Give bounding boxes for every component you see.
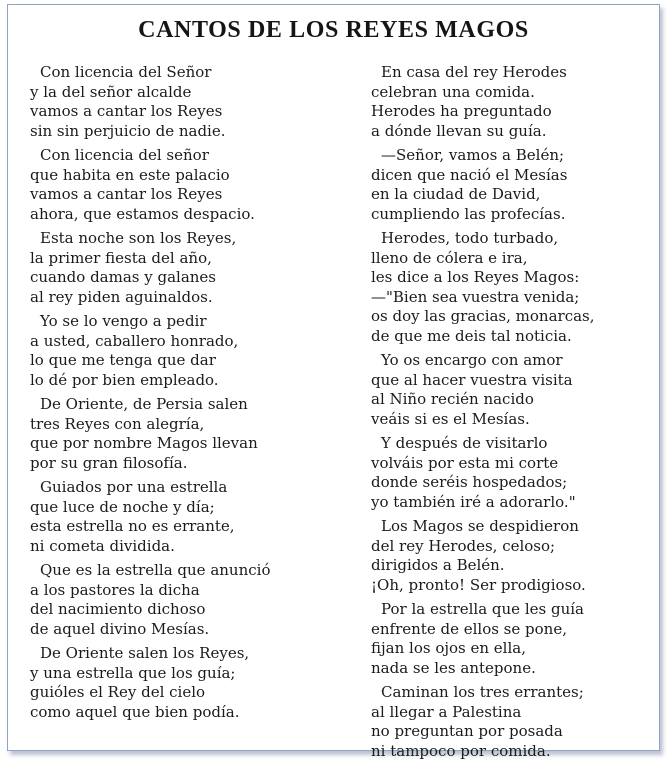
verse-line: al Niño recién nacido xyxy=(371,390,534,408)
stanza xyxy=(371,434,655,512)
verse-line: volváis por esta mi corte xyxy=(371,453,559,472)
stanza xyxy=(371,517,655,595)
verse-line: Yo se lo vengo a pedir xyxy=(40,312,207,330)
stanza xyxy=(30,63,350,141)
verse-line: del rey Herodes, celoso; xyxy=(371,536,556,555)
verse-line: a usted, caballero honrado, xyxy=(30,331,239,350)
verse-line: a dónde llevan su guía. xyxy=(371,121,547,140)
verse-line: esta estrella no es errante, xyxy=(30,517,235,535)
verse-line: Guiados por una estrella xyxy=(40,478,228,496)
verse-line: la primer fiesta del año, xyxy=(30,248,212,267)
verse-line: no preguntan por posada xyxy=(371,722,563,740)
verse-line: al rey piden aguinaldos. xyxy=(30,287,213,306)
right-column xyxy=(371,63,655,766)
verse-line: veáis si es el Mesías. xyxy=(371,409,530,428)
verse-line: y una estrella que los guía; xyxy=(30,663,236,682)
verse-line: lleno de cólera e ira, xyxy=(371,248,528,267)
verse-line: dicen que nació el Mesías xyxy=(371,165,568,184)
verse-line: celebran una comida. xyxy=(371,82,535,101)
verse-line: Que es la estrella que anunció xyxy=(40,561,271,579)
left-column xyxy=(30,63,350,727)
verse-line: del nacimiento dichoso xyxy=(30,600,206,618)
verse-line: Y después de visitarlo xyxy=(381,434,548,452)
verse-line: fijan los ojos en ella, xyxy=(371,639,526,657)
verse-line: que por nombre Magos llevan xyxy=(30,434,258,452)
stanza xyxy=(30,561,350,639)
stanza xyxy=(371,600,655,678)
verse-line: como aquel que bien podía. xyxy=(30,702,240,721)
verse-line: De Oriente, de Persia salen xyxy=(40,395,248,413)
verse-line: De Oriente salen los Reyes, xyxy=(40,644,250,662)
verse-line: Con licencia del Señor xyxy=(40,63,212,81)
stanza xyxy=(371,63,655,141)
verse-line: enfrente de ellos se pone, xyxy=(371,619,567,638)
verse-line: Con licencia del señor xyxy=(40,146,209,164)
verse-line: les dice a los Reyes Magos: xyxy=(371,268,580,286)
stanza xyxy=(30,478,350,556)
stanza xyxy=(30,229,350,307)
page-title: CANTOS DE LOS REYES MAGOS xyxy=(138,17,529,43)
verse-line: ¡Oh, pronto! Ser prodigioso. xyxy=(371,575,586,594)
verse-line: que luce de noche y día; xyxy=(30,497,215,516)
verse-line: donde seréis hospedados; xyxy=(371,473,568,491)
verse-line: vamos a cantar los Reyes xyxy=(30,185,223,203)
verse-line: al llegar a Palestina xyxy=(371,702,522,721)
verse-line: yo también iré a adorarlo." xyxy=(371,492,576,511)
verse-line: que al hacer vuestra visita xyxy=(371,370,573,389)
verse-line: dirigidos a Belén. xyxy=(371,556,505,574)
verse-line: cuando damas y galanes xyxy=(30,268,217,286)
verse-line: tres Reyes con alegría, xyxy=(30,414,205,433)
verse-line: a los pastores la dicha xyxy=(30,580,200,599)
verse-line: —Señor, vamos a Belén; xyxy=(381,146,565,164)
stanza xyxy=(371,351,655,429)
stanza xyxy=(371,146,655,224)
verse-line: Por la estrella que les guía xyxy=(381,600,584,618)
verse-line: Caminan los tres errantes; xyxy=(381,683,584,701)
stanza xyxy=(371,229,655,346)
stanza xyxy=(30,146,350,224)
verse-line: en la ciudad de David, xyxy=(371,185,541,203)
verse-line: que habita en este palacio xyxy=(30,165,230,184)
verse-line: Yo os encargo con amor xyxy=(381,351,563,369)
verse-line: nada se les antepone. xyxy=(371,658,536,677)
verse-line: lo que me tenga que dar xyxy=(30,351,216,369)
verse-line: vamos a cantar los Reyes xyxy=(30,102,223,120)
verse-line: de que me deis tal noticia. xyxy=(371,326,572,345)
verse-line: Esta noche son los Reyes, xyxy=(40,229,237,247)
stanza xyxy=(30,644,350,722)
verse-line: cumpliendo las profecías. xyxy=(371,204,566,223)
verse-line: —"Bien sea vuestra venida; xyxy=(371,287,580,306)
verse-line: ahora, que estamos despacio. xyxy=(30,204,255,223)
stanza xyxy=(30,395,350,473)
document-page xyxy=(7,4,660,760)
stanza xyxy=(371,683,655,761)
verse-line: ni cometa dividida. xyxy=(30,536,175,555)
verse-line: Los Magos se despidieron xyxy=(381,517,579,535)
verse-line: os doy las gracias, monarcas, xyxy=(371,307,595,325)
verse-line: Herodes ha preguntado xyxy=(371,102,552,120)
verse-line: por su gran filosofía. xyxy=(30,453,188,472)
stanza xyxy=(30,312,350,390)
verse-line: En casa del rey Herodes xyxy=(381,63,567,81)
verse-line: sin sin perjuicio de nadie. xyxy=(30,121,226,140)
verse-line: y la del señor alcalde xyxy=(30,82,192,101)
verse-line: guióles el Rey del cielo xyxy=(30,683,206,701)
verse-line: ni tampoco por comida. xyxy=(371,741,551,760)
verse-line: lo dé por bien empleado. xyxy=(30,370,219,389)
verse-line: de aquel divino Mesías. xyxy=(30,619,210,638)
verse-line: Herodes, todo turbado, xyxy=(381,229,559,247)
